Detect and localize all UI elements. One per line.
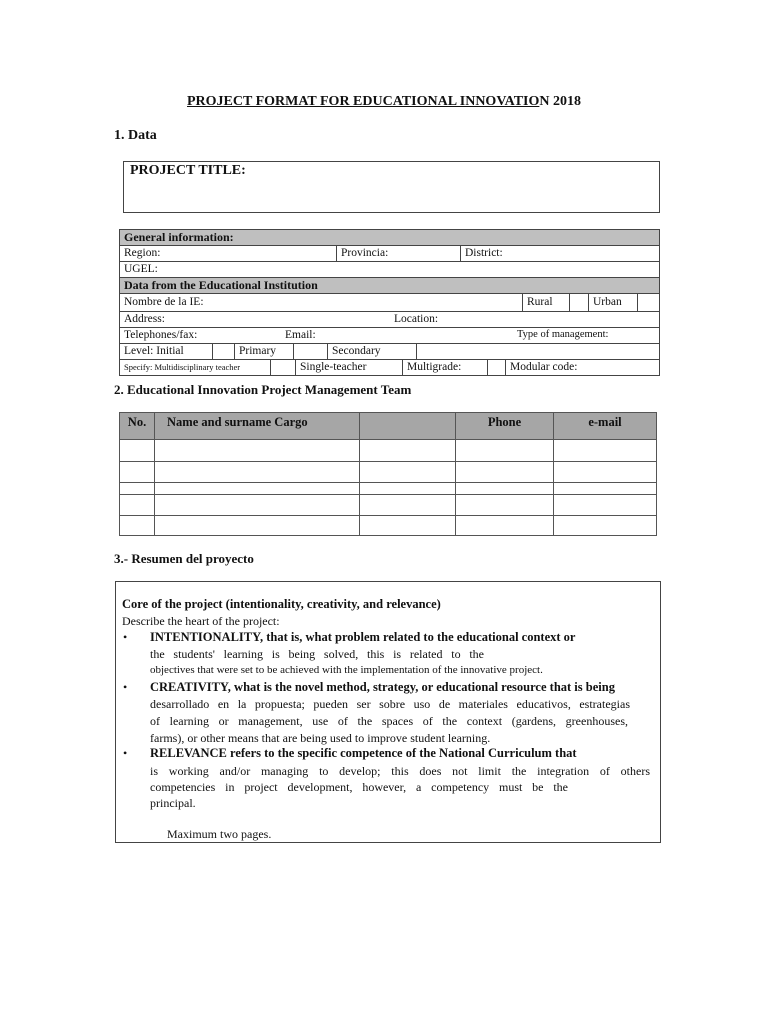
intentionality-line-2: the students' learning is being solved, this is related to the <box>150 647 484 661</box>
table-cell[interactable] <box>360 462 456 483</box>
creativity-line-4: farms), or other means that are being used to improve student learning. <box>150 731 491 745</box>
header-email: e-mail <box>554 413 657 440</box>
table-row <box>120 462 657 483</box>
header-blank <box>360 413 456 440</box>
table-cell[interactable] <box>155 516 360 536</box>
district-label: District: <box>460 246 503 261</box>
table-row <box>120 516 657 536</box>
table-row <box>120 495 657 516</box>
table-cell[interactable] <box>360 516 456 536</box>
team-table-header-row <box>120 413 657 440</box>
table-cell[interactable] <box>155 440 360 462</box>
table-cell[interactable] <box>456 483 554 495</box>
relevance-line-4: principal. <box>150 796 196 810</box>
table-cell[interactable] <box>456 516 554 536</box>
nombre-ie-row <box>120 294 659 312</box>
table-cell[interactable] <box>360 495 456 516</box>
rural-label: Rural <box>522 294 553 311</box>
address-label: Address: <box>124 313 165 325</box>
section-2-heading: 2. Educational Innovation Project Management Team <box>114 382 412 397</box>
creativity-line-2: desarrollado en la propuesta; pueden ser sobre uso de materiales educativos, estrategias <box>150 697 630 711</box>
secondary-label: Secondary <box>327 344 381 359</box>
relevance-line-3: competencies in project development, however, a competency must be the <box>150 780 568 794</box>
table-cell[interactable] <box>456 440 554 462</box>
region-label: Region: <box>124 247 161 259</box>
creativity-line-3: of learning or management, use of the spaces of the context (gardens, greenhouses, <box>150 714 628 728</box>
urban-checkbox[interactable] <box>637 294 659 311</box>
specify-label: Specify: Multidisciplinary teacher <box>124 362 241 372</box>
table-cell[interactable] <box>120 462 155 483</box>
relevance-heading: RELEVANCE refers to the specific competence of the National Curriculum that <box>150 746 577 760</box>
multidisciplinary-checkbox[interactable] <box>270 360 295 375</box>
bullet-1: • <box>123 630 128 644</box>
multigrade-checkbox[interactable] <box>487 360 505 375</box>
table-cell[interactable] <box>155 483 360 495</box>
bullet-2: • <box>123 680 128 694</box>
section-1-heading: 1. Data <box>114 128 157 143</box>
telephones-label: Telephones/fax: <box>124 329 198 341</box>
intentionality-line-3: objectives that were set to be achieved with the implementation of the innovative project. <box>150 664 543 676</box>
location-label: Location: <box>394 313 439 325</box>
table-cell[interactable] <box>554 462 657 483</box>
general-info-header-row <box>120 230 659 246</box>
table-cell[interactable] <box>120 516 155 536</box>
general-info-table <box>119 229 660 376</box>
summary-box <box>115 581 661 843</box>
document-title <box>0 94 768 110</box>
table-cell[interactable] <box>120 483 155 495</box>
rural-checkbox[interactable] <box>569 294 588 311</box>
table-cell[interactable] <box>554 483 657 495</box>
header-phone: Phone <box>456 413 554 440</box>
table-cell[interactable] <box>456 495 554 516</box>
describe-text: Describe the heart of the project: <box>122 614 280 628</box>
table-cell[interactable] <box>554 516 657 536</box>
table-cell[interactable] <box>456 462 554 483</box>
management-label: Type of management: <box>517 329 609 340</box>
specify-row <box>120 360 659 376</box>
general-info-header: General information: <box>124 230 234 244</box>
relevance-line-2: is working and/or managing to develop; this does not limit the integration of others <box>150 764 650 778</box>
ugel-label: UGEL: <box>124 263 158 275</box>
table-cell[interactable] <box>554 495 657 516</box>
table-cell[interactable] <box>120 440 155 462</box>
max-pages-note: Maximum two pages. <box>167 827 272 841</box>
table-cell[interactable] <box>360 483 456 495</box>
ugel-row <box>120 262 659 278</box>
project-title-label: PROJECT TITLE: <box>130 163 246 178</box>
telephones-row <box>120 328 659 344</box>
document-title-underlined: PROJECT FORMAT FOR EDUCATIONAL INNOVATIO <box>187 94 540 109</box>
table-cell[interactable] <box>120 495 155 516</box>
level-row <box>120 344 659 360</box>
table-row <box>120 483 657 495</box>
table-cell[interactable] <box>155 462 360 483</box>
address-row <box>120 312 659 328</box>
primary-checkbox[interactable] <box>293 344 327 359</box>
email-label: Email: <box>285 329 316 341</box>
multigrade-label-cell <box>402 360 461 375</box>
team-table <box>119 412 657 536</box>
initial-checkbox[interactable] <box>212 344 234 359</box>
intentionality-heading: INTENTIONALITY, that is, what problem related to the educational context or <box>150 630 576 644</box>
section-3-heading: 3.- Resumen del proyecto <box>114 551 254 566</box>
header-no: No. <box>120 413 155 440</box>
document-title-tail: N 2018 <box>539 94 581 109</box>
header-name-surname-cargo: Name and surname Cargo <box>155 413 360 440</box>
table-row <box>120 440 657 462</box>
region-row <box>120 246 659 262</box>
modular-code-label: Modular code: <box>505 360 577 375</box>
level-initial-label: Level: Initial <box>124 345 184 357</box>
primary-label: Primary <box>234 344 276 359</box>
institution-header: Data from the Educational Institution <box>124 278 318 292</box>
provincia-label: Provincia: <box>336 246 388 261</box>
bullet-3: • <box>123 746 128 760</box>
table-cell[interactable] <box>554 440 657 462</box>
nombre-ie-label: Nombre de la IE: <box>124 296 204 308</box>
project-title-box[interactable] <box>123 161 660 213</box>
secondary-checkbox[interactable] <box>416 344 438 359</box>
table-cell[interactable] <box>360 440 456 462</box>
single-teacher-label: Single-teacher <box>295 360 366 375</box>
urban-label: Urban <box>588 294 622 311</box>
creativity-heading: CREATIVITY, what is the novel method, strategy, or educational resource that is being <box>150 680 615 694</box>
core-heading: Core of the project (intentionality, creativity, and relevance) <box>122 597 441 611</box>
institution-header-row <box>120 278 659 294</box>
table-cell[interactable] <box>155 495 360 516</box>
multigrade-label: Multigrade: <box>407 361 462 373</box>
